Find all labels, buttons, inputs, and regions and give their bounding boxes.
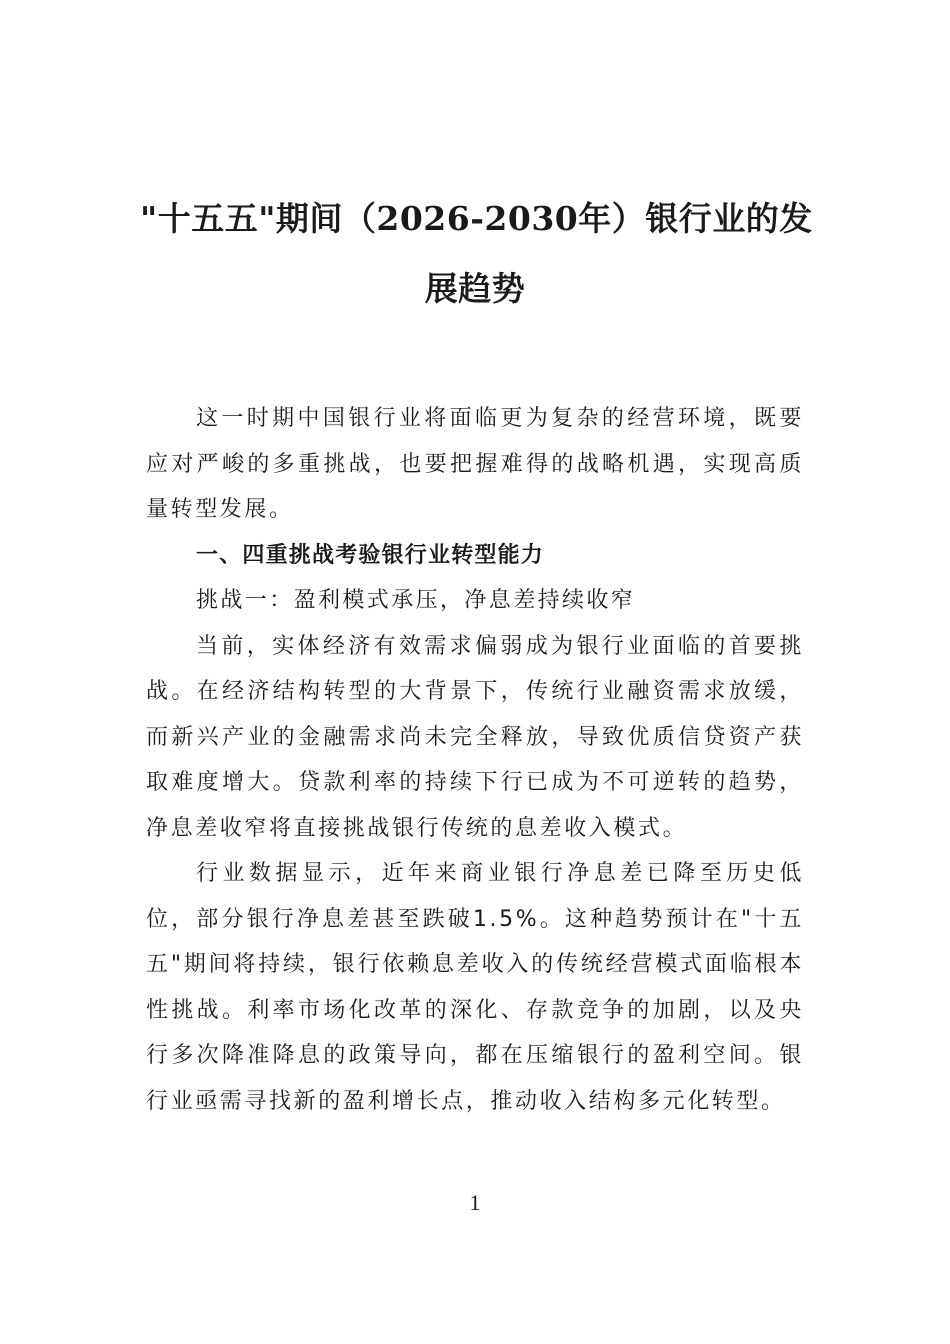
document-title-line-2: 展趋势 xyxy=(424,269,526,308)
body-paragraph: 当前，实体经济有效需求偏弱成为银行业面临的首要挑战。在经济结构转型的大背景下，传统行业融资需求放缓，而新兴产业的金融需求尚未完全释放，导致优质信贷资产获取难度增大。贷款利率的持续下行已成为不可逆转的趋势，净息差收窄将直接挑战银行传统的息差收入模式。 xyxy=(146,633,804,841)
intro-paragraph: 这一时期中国银行业将面临更为复杂的经营环境，既要应对严峻的多重挑战，也要把握难得的战略机遇，实现高质量转型发展。 xyxy=(146,406,804,522)
document-title-line-1: "十五五"期间（2026-2030年）银行业的发 xyxy=(140,199,813,238)
page-number: 1 xyxy=(469,1190,481,1215)
body-paragraph: 行业数据显示，近年来商业银行净息差已降至历史低位，部分银行净息差甚至跌破1.5%。这种趋势预计在"十五五"期间将持续，银行依赖息差收入的传统经营模式面临根本性挑战。利率市场化改革的深化、存款竞争的加剧，以及央行多次降准降息的政策导向，都在压缩银行的盈利空间。银行业亟需寻找新的盈利增长点，推动收入结构多元化转型。 xyxy=(146,861,804,1114)
document-body xyxy=(146,396,804,1124)
section-heading: 一、四重挑战考验银行业转型能力 xyxy=(196,542,545,568)
subsection-heading: 挑战一：盈利模式承压，净息差持续收窄 xyxy=(196,588,636,613)
